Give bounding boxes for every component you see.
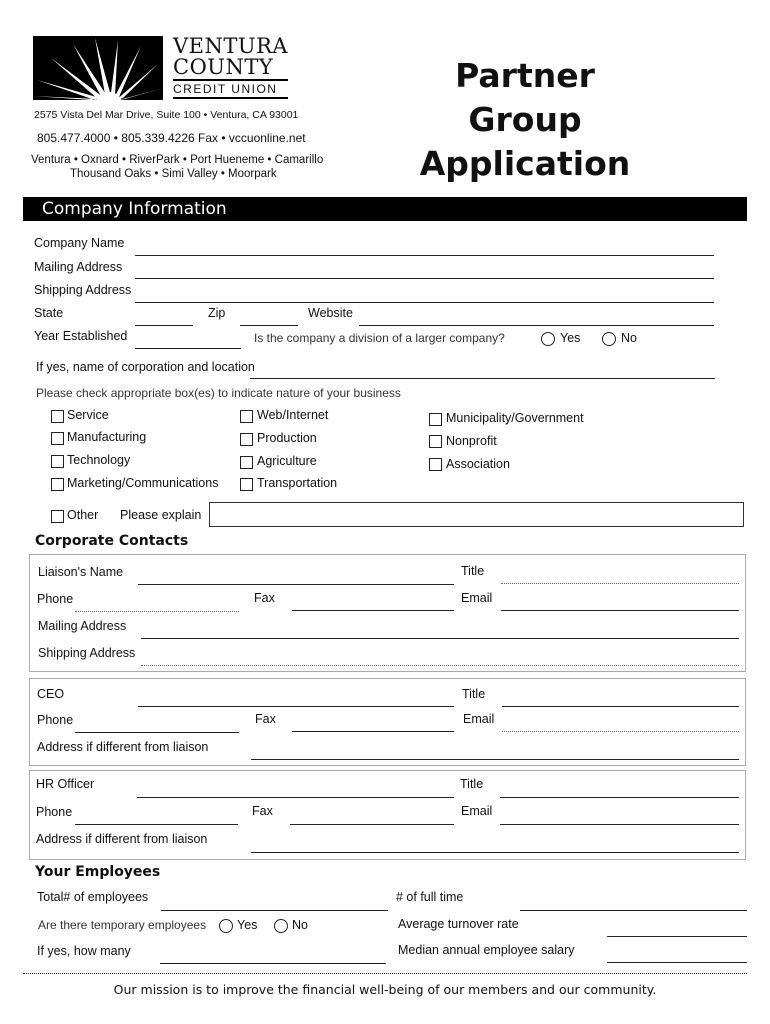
business-nature-prompt: Please check appropriate box(es) to indicate nature of your business — [36, 386, 401, 400]
year-established-field[interactable] — [135, 348, 241, 349]
please-explain-field[interactable] — [209, 502, 744, 527]
state-field[interactable] — [135, 325, 193, 326]
temporary-no-radio[interactable] — [274, 919, 288, 933]
logo-county: COUNTY — [173, 57, 288, 81]
total-employees-field[interactable] — [161, 910, 388, 911]
how-many-field[interactable] — [160, 963, 386, 964]
mailing-address-label: Mailing Address — [34, 260, 123, 274]
liaison-shipping-field[interactable] — [141, 665, 739, 666]
zip-label: Zip — [208, 306, 226, 320]
technology-checkbox[interactable] — [51, 455, 64, 468]
municipality-checkbox[interactable] — [429, 413, 442, 426]
marketing-checkbox[interactable] — [51, 478, 64, 491]
manufacturing-checkbox[interactable] — [51, 432, 64, 445]
liaison-phone-label: Phone — [37, 592, 74, 606]
please-explain-label: Please explain — [120, 508, 202, 522]
hr-fax-field[interactable] — [290, 824, 454, 825]
web-internet-label: Web/Internet — [257, 408, 329, 422]
ceo-address-field[interactable] — [251, 759, 739, 760]
hr-phone-field[interactable] — [75, 824, 238, 825]
production-checkbox[interactable] — [240, 433, 253, 446]
logo-credit-union: CREDIT UNION — [173, 81, 288, 99]
phone-fax-web-text: 805.477.4000 • 805.339.4226 Fax • vccuonline.net — [37, 131, 306, 145]
service-label: Service — [67, 408, 109, 422]
company-info-header: Company Information — [42, 199, 227, 219]
liaison-section — [29, 554, 746, 672]
sunburst-logo-icon — [33, 36, 163, 100]
liaison-email-field[interactable] — [501, 610, 739, 611]
ceo-address-label: Address if different from liaison — [37, 740, 209, 754]
division-no-radio[interactable] — [602, 332, 616, 346]
address-text: 2575 Vista Del Mar Drive, Suite 100 • Ventura, CA 93001 — [34, 109, 299, 121]
logo-ventura: VENTURA — [173, 34, 289, 58]
page-title — [395, 54, 655, 186]
turnover-field[interactable] — [607, 936, 747, 937]
temporary-yes-label: Yes — [237, 918, 258, 932]
company-info-header-bar — [23, 197, 747, 221]
temporary-employees-label: Are there temporary employees — [38, 918, 207, 932]
company-name-field[interactable] — [135, 255, 714, 256]
ceo-phone-field[interactable] — [75, 732, 239, 733]
branches-line-1: Ventura • Oxnard • RiverPark • Port Hueneme • Camarillo — [31, 154, 324, 166]
ceo-phone-label: Phone — [37, 713, 74, 727]
hr-email-field[interactable] — [500, 824, 739, 825]
transportation-label: Transportation — [257, 476, 338, 490]
mailing-address-field[interactable] — [135, 278, 714, 279]
transportation-checkbox[interactable] — [240, 478, 253, 491]
ceo-fax-field[interactable] — [292, 731, 454, 732]
title-line-1: Partner Group — [455, 56, 595, 139]
website-field[interactable] — [359, 325, 714, 326]
mission-statement: Our mission is to improve the financial well-being of our members and our community. — [113, 982, 657, 997]
temporary-yes-radio[interactable] — [219, 919, 233, 933]
ceo-title-field[interactable] — [502, 706, 739, 707]
manufacturing-label: Manufacturing — [67, 430, 147, 444]
how-many-label: If yes, how many — [37, 944, 131, 958]
turnover-label: Average turnover rate — [398, 917, 519, 931]
hr-officer-field[interactable] — [137, 797, 454, 798]
marketing-label: Marketing/Communications — [67, 476, 219, 490]
liaison-shipping-label: Shipping Address — [38, 646, 136, 660]
liaison-mailing-field[interactable] — [141, 638, 739, 639]
service-checkbox[interactable] — [51, 410, 64, 423]
branches-line-2: Thousand Oaks • Simi Valley • Moorpark — [70, 168, 277, 180]
company-name-label: Company Name — [34, 236, 125, 250]
liaison-title-field[interactable] — [501, 583, 739, 584]
hr-officer-label: HR Officer — [36, 777, 95, 791]
ceo-label: CEO — [37, 687, 65, 701]
web-internet-checkbox[interactable] — [240, 410, 253, 423]
association-label: Association — [446, 457, 510, 471]
zip-field[interactable] — [240, 325, 298, 326]
agriculture-label: Agriculture — [257, 454, 317, 468]
nonprofit-label: Nonprofit — [446, 434, 497, 448]
liaison-mailing-label: Mailing Address — [38, 619, 127, 633]
division-question-label: Is the company a division of a larger company? — [254, 331, 505, 345]
shipping-address-field[interactable] — [135, 302, 714, 303]
corporate-contacts-header: Corporate Contacts — [35, 533, 189, 549]
technology-label: Technology — [67, 453, 131, 467]
other-label: Other — [67, 508, 99, 522]
corp-location-label: If yes, name of corporation and location — [36, 360, 255, 374]
title-line-2: Application — [419, 144, 631, 183]
hr-title-field[interactable] — [500, 797, 739, 798]
liaison-fax-label: Fax — [254, 591, 275, 605]
corp-location-field[interactable] — [250, 378, 715, 379]
hr-email-label: Email — [461, 804, 493, 818]
temporary-no-label: No — [292, 918, 308, 932]
liaison-name-field[interactable] — [138, 584, 454, 585]
other-checkbox[interactable] — [51, 510, 64, 523]
ceo-title-label: Title — [462, 687, 486, 701]
nonprofit-checkbox[interactable] — [429, 435, 442, 448]
website-label: Website — [308, 306, 353, 320]
hr-address-field[interactable] — [251, 852, 739, 853]
full-time-label: # of full time — [396, 890, 464, 904]
hr-address-label: Address if different from liaison — [36, 832, 208, 846]
division-no-label: No — [621, 331, 637, 345]
association-checkbox[interactable] — [429, 458, 442, 471]
hr-title-label: Title — [460, 777, 484, 791]
hr-fax-label: Fax — [252, 804, 273, 818]
year-established-label: Year Established — [34, 329, 128, 343]
ceo-name-field[interactable] — [138, 706, 454, 707]
hr-phone-label: Phone — [36, 805, 73, 819]
shipping-address-label: Shipping Address — [34, 283, 132, 297]
division-yes-radio[interactable] — [541, 332, 555, 346]
division-yes-label: Yes — [560, 331, 581, 345]
municipality-label: Municipality/Government — [446, 411, 584, 425]
ceo-fax-label: Fax — [255, 712, 276, 726]
full-time-field[interactable] — [520, 910, 747, 911]
credit-union-logo — [33, 36, 288, 102]
state-label: State — [34, 306, 64, 320]
liaison-title-label: Title — [461, 564, 485, 578]
liaison-email-label: Email — [461, 591, 493, 605]
footer-divider — [23, 973, 747, 974]
ceo-email-label: Email — [463, 712, 495, 726]
salary-field[interactable] — [607, 962, 747, 963]
salary-label: Median annual employee salary — [398, 943, 575, 957]
hr-section — [29, 770, 746, 860]
production-label: Production — [257, 431, 317, 445]
ceo-email-field[interactable] — [502, 731, 739, 732]
liaison-fax-field[interactable] — [292, 610, 454, 611]
liaison-name-label: Liaison's Name — [38, 565, 124, 579]
liaison-phone-field[interactable] — [75, 611, 239, 612]
your-employees-header: Your Employees — [35, 864, 161, 880]
total-employees-label: Total# of employees — [37, 890, 149, 904]
agriculture-checkbox[interactable] — [240, 456, 253, 469]
